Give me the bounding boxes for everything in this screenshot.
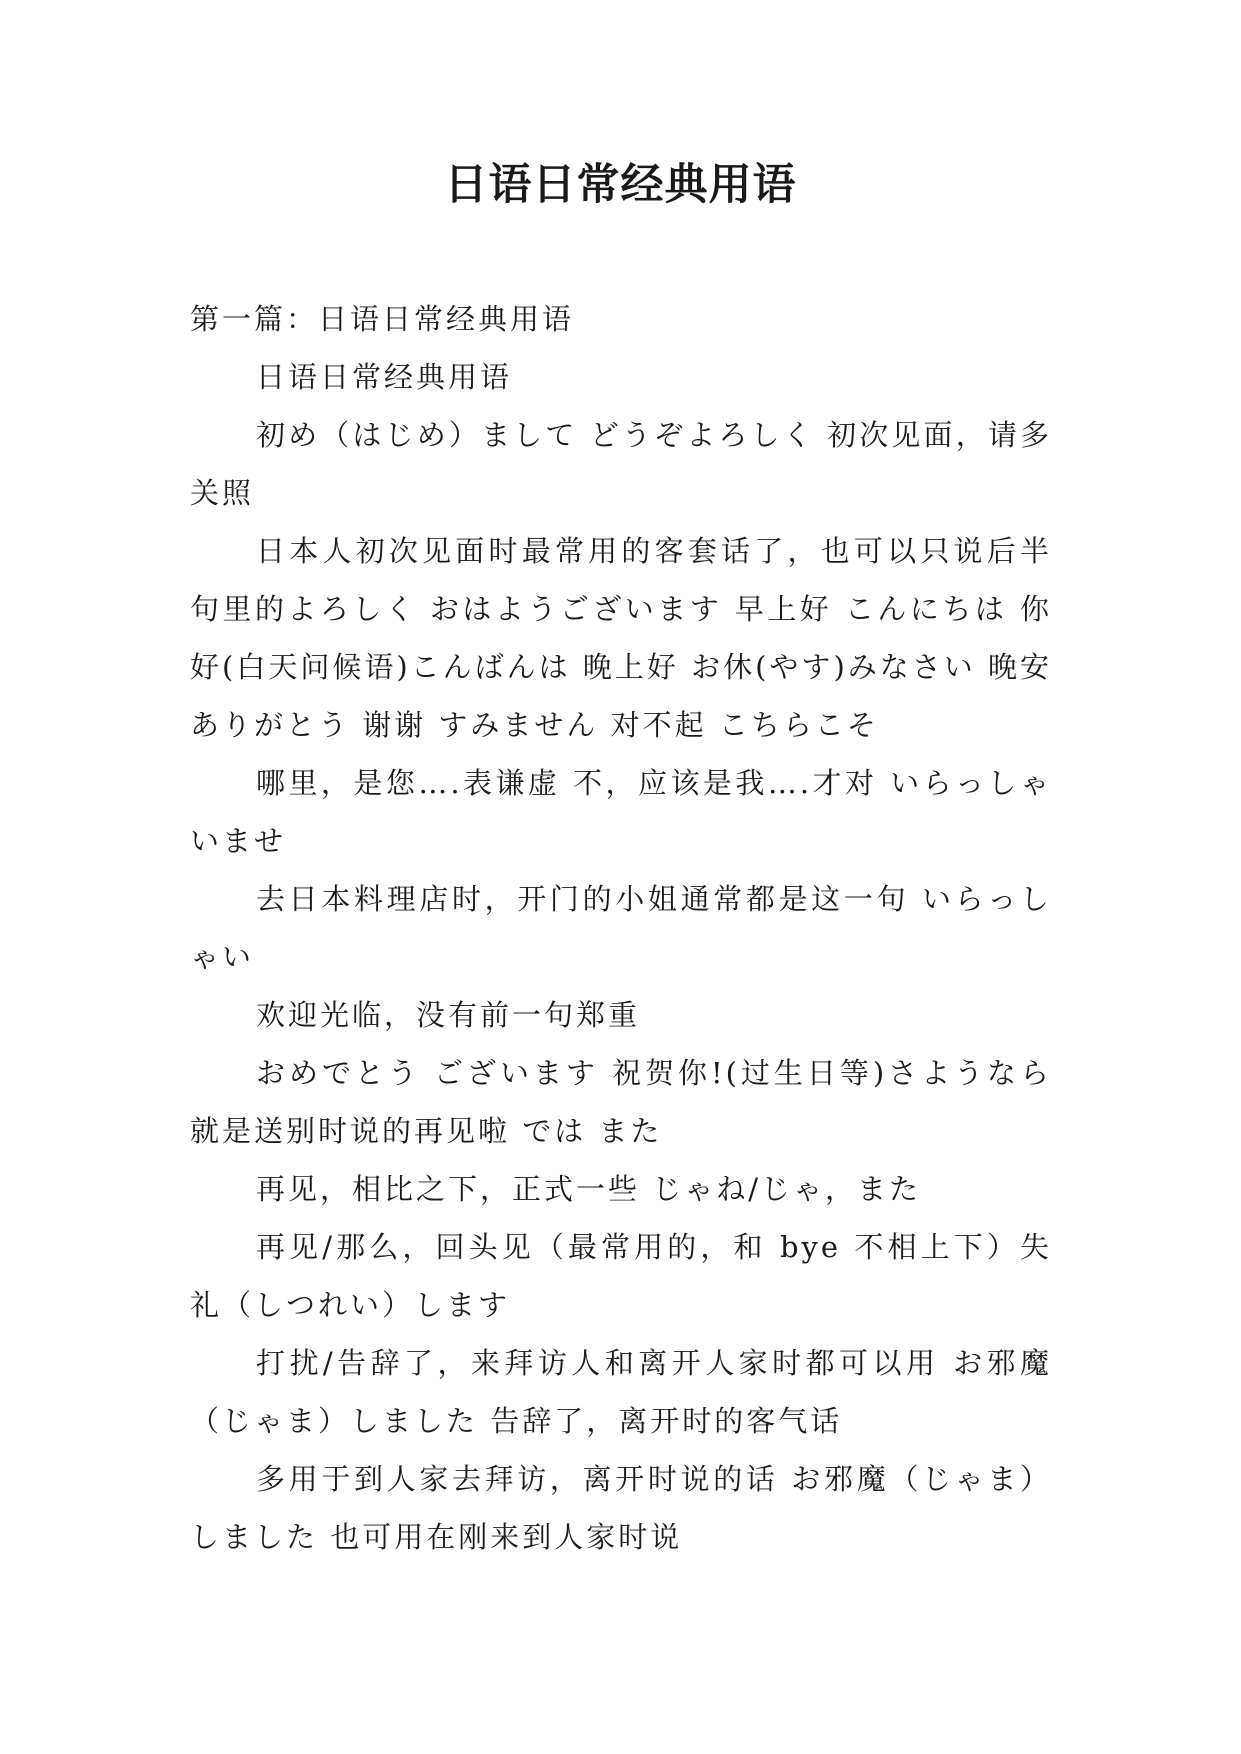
paragraph: 再见/那么，回头见（最常用的，和 bye 不相上下）失礼（しつれい）します xyxy=(190,1230,1052,1322)
paragraph: 打扰/告辞了，来拜访人和离开人家时都可以用 お邪魔（じゃま）しました 告辞了，离开时的客气话 xyxy=(190,1346,1052,1438)
paragraph: おめでとう ございます 祝贺你!(过生日等)さようなら 就是送别时说的再见啦 では また xyxy=(190,1056,1052,1148)
paragraph: 去日本料理店时，开门的小姐通常都是这一句 いらっしゃい xyxy=(190,882,1052,974)
section-heading: 第一篇：日语日常经典用语 xyxy=(190,302,575,336)
paragraph: 初め（はじめ）まして どうぞよろしく 初次见面，请多关照 xyxy=(190,418,1052,510)
document-title: 日语日常经典用语 xyxy=(444,160,797,210)
document-body xyxy=(190,290,1052,1566)
paragraph: 多用于到人家去拜访，离开时说的话 お邪魔（じゃま）しました 也可用在刚来到人家时说 xyxy=(190,1462,1052,1554)
paragraph: 再见，相比之下，正式一些 じゃね/じゃ，また xyxy=(256,1172,921,1206)
paragraph: 哪里，是您….表谦虚 不，应该是我….才对 いらっしゃいませ xyxy=(190,766,1052,858)
paragraph: 日语日常经典用语 xyxy=(256,360,513,394)
paragraph: 日本人初次见面时最常用的客套话了，也可以只说后半句里的よろしく おはようございます 早上好 こんにちは 你好(白天问候语)こんばんは 晚上好 お休(やす)みなさい 晚安 ありがとう 谢谢 すみません 对不起 こちらこそ xyxy=(190,534,1052,742)
paragraph: 欢迎光临，没有前一句郑重 xyxy=(256,998,641,1032)
